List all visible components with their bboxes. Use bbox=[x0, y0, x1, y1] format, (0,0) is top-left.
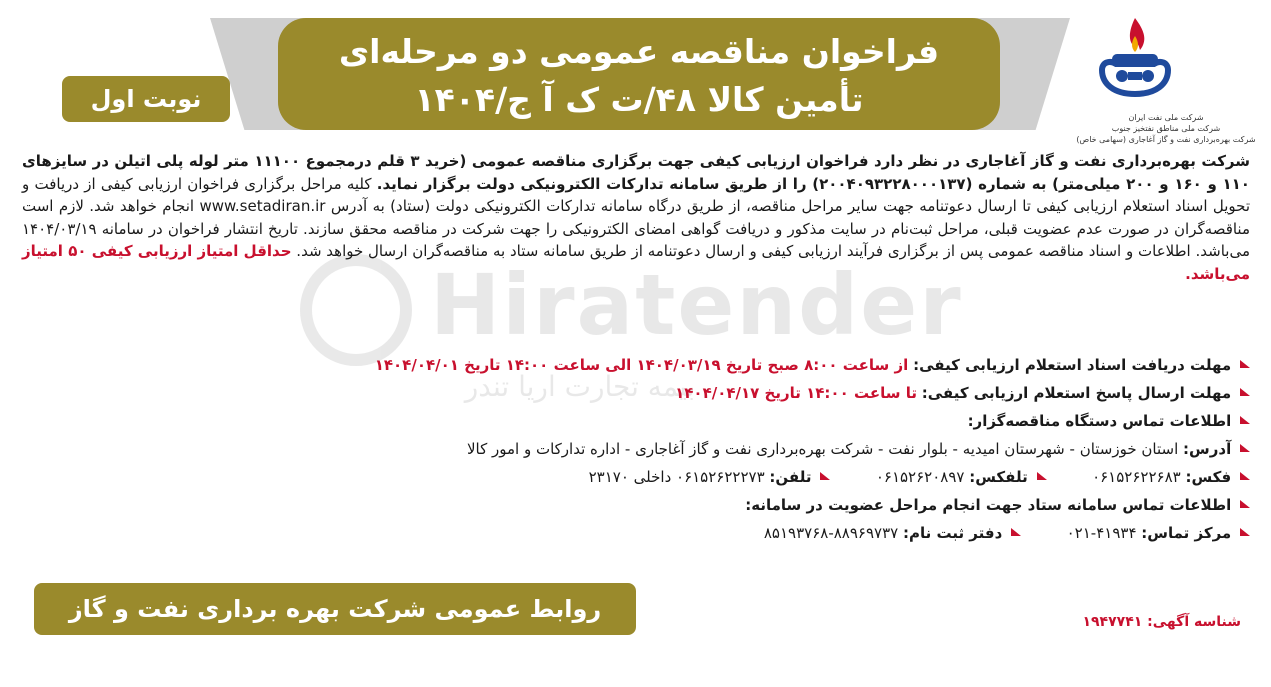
notice-paragraph bbox=[22, 150, 1250, 285]
bullet-triangle-icon bbox=[1011, 528, 1021, 536]
logo-caption-line: شرکت ملی نفت ایران bbox=[1128, 113, 1204, 122]
bullet-triangle-icon bbox=[1240, 416, 1250, 424]
callcenter-value: ۴۱۹۳۴-۰۲۱ bbox=[1066, 524, 1137, 542]
public-relations-footer: روابط عمومی شرکت بهره برداری نفت و گاز آغاجاری bbox=[34, 583, 636, 635]
round-badge: نوبت اول bbox=[62, 76, 230, 122]
page-title: فراخوان مناقصه عمومی دو مرحله‌ای bbox=[338, 32, 940, 71]
callcenter-label: مرکز تماس: bbox=[1141, 524, 1232, 542]
bullet-triangle-icon bbox=[820, 472, 830, 480]
bullet-triangle-icon bbox=[1240, 388, 1250, 396]
watermark-subtitle: بیمه تجارت اریا تندر bbox=[464, 370, 696, 403]
send-deadline-label: مهلت ارسال پاسخ استعلام ارزیابی کیفی: bbox=[921, 384, 1232, 402]
notice-body bbox=[22, 150, 1250, 285]
phone-value: ۰۶۱۵۲۶۲۲۲۷۳ داخلی ۲۳۱۷۰ bbox=[588, 468, 765, 486]
bullet-triangle-icon bbox=[1240, 360, 1250, 368]
phones-row bbox=[22, 464, 1250, 490]
receive-deadline-row bbox=[22, 352, 1250, 378]
contact-heading-row bbox=[22, 408, 1250, 434]
fax-label: فکس: bbox=[1185, 468, 1232, 486]
bullet-triangle-icon bbox=[1240, 444, 1250, 452]
bullet-triangle-icon bbox=[1240, 472, 1250, 480]
setad-heading: اطلاعات تماس سامانه ستاد جهت انجام مراحل عضویت در سامانه: bbox=[745, 496, 1232, 514]
minimum-score-note: حداقل امتیاز ارزیابی کیفی ۵۰ امتیاز می‌باشد. bbox=[22, 242, 1250, 283]
logo-caption bbox=[1071, 112, 1261, 145]
tender-number: تأمین کالا ۴۸/ت ک آ ج/۱۴۰۴ bbox=[414, 80, 864, 119]
ad-id-value: ۱۹۴۷۷۴۱ bbox=[1082, 614, 1143, 630]
address-row bbox=[22, 436, 1250, 462]
logo-caption-line: شرکت بهره‌برداری نفت و گاز آغاجاری (سهامی خاص) bbox=[1076, 135, 1256, 144]
registry-value: ۸۸۹۶۹۷۳۷-۸۵۱۹۳۷۶۸ bbox=[763, 524, 899, 542]
telefax-value: ۰۶۱۵۲۶۲۰۸۹۷ bbox=[875, 468, 965, 486]
bullet-triangle-icon bbox=[1037, 472, 1047, 480]
receive-deadline-value: از ساعت ۸:۰۰ صبح تاریخ ۱۴۰۴/۰۳/۱۹ الی ساعت ۱۴:۰۰ تاریخ ۱۴۰۴/۰۴/۰۱ bbox=[374, 356, 909, 374]
send-deadline-row bbox=[22, 380, 1250, 406]
phone-label: تلفن: bbox=[769, 468, 812, 486]
bullet-triangle-icon bbox=[1240, 500, 1250, 508]
nioc-logo-icon bbox=[1088, 14, 1182, 114]
bullet-triangle-icon bbox=[1240, 528, 1250, 536]
address-label: آدرس: bbox=[1183, 440, 1232, 458]
title-box bbox=[278, 18, 1000, 130]
logo-caption-line: شرکت ملی مناطق نفتخیز جنوب bbox=[1111, 124, 1221, 133]
notice-intro-bold: شرکت بهره‌برداری نفت و گاز آغاجاری در نظر دارد فراخوان ارزیابی کیفی جهت برگزاری مناقصه عمومی (خرید ۳ قلم درمجموع ۱۱۱۰۰ متر لوله پلی اتیلن در سایزهای ۱۱۰ و ۱۶۰ و ۲۰۰ میلی‌متر) به شماره (۲۰۰۴۰۹۳۲۲۸۰۰۰۱۳۷) را از طریق سامانه تدارکات الکترونیکی دولت برگزار نماید. bbox=[22, 152, 1251, 193]
send-deadline-value: تا ساعت ۱۴:۰۰ تاریخ ۱۴۰۴/۰۴/۱۷ bbox=[675, 384, 917, 402]
watermark-brand: Hiratender bbox=[430, 256, 963, 354]
registry-label: دفتر ثبت نام: bbox=[902, 524, 1003, 542]
info-list bbox=[22, 352, 1250, 548]
notice-details: کلیه مراحل برگزاری فراخوان ارزیابی کیفی از دریافت و تحویل اسناد استعلام ارزیابی کیفی تا ارسال دعوتنامه جهت سایر مراحل مناقصه، از طریق درگاه سامانه تدارکات الکترونیکی دولت (ستاد) به آدرس www.setadiran.ir انجام خواهد شد. لازم است مناقصه‌گران در صورت عدم عضویت قبلی، مراحل ثبت‌نام در سایت مذکور و دریافت گواهی امضای الکترونیکی را جهت شرکت در مناقصه محقق سازند. تاریخ انتشار فراخوان در سامانه ۱۴۰۴/۰۳/۱۹ می‌باشد. اطلاعات و اسناد مناقصه عمومی پس از برگزاری فرآیند ارزیابی کیفی و ارسال دعوتنامه از طریق سامانه ستاد به مناقصه‌گران ارسال خواهد شد. bbox=[22, 174, 1250, 260]
telefax-label: تلفکس: bbox=[969, 468, 1028, 486]
contact-heading: اطلاعات تماس دستگاه مناقصه‌گزار: bbox=[967, 412, 1232, 430]
ad-id-label: شناسه آگهی: bbox=[1147, 614, 1241, 630]
receive-deadline-label: مهلت دریافت اسناد استعلام ارزیابی کیفی: bbox=[913, 356, 1232, 374]
setad-heading-row bbox=[22, 492, 1250, 518]
fax-value: ۰۶۱۵۲۶۲۲۶۸۳ bbox=[1092, 468, 1181, 486]
setad-contacts-row bbox=[22, 520, 1250, 546]
address-value: استان خوزستان - شهرستان امیدیه - بلوار نفت - شرکت بهره‌برداری نفت و گاز آغاجاری - اداره تدارکات و امور کالا bbox=[466, 440, 1179, 458]
ad-id bbox=[1082, 614, 1241, 630]
